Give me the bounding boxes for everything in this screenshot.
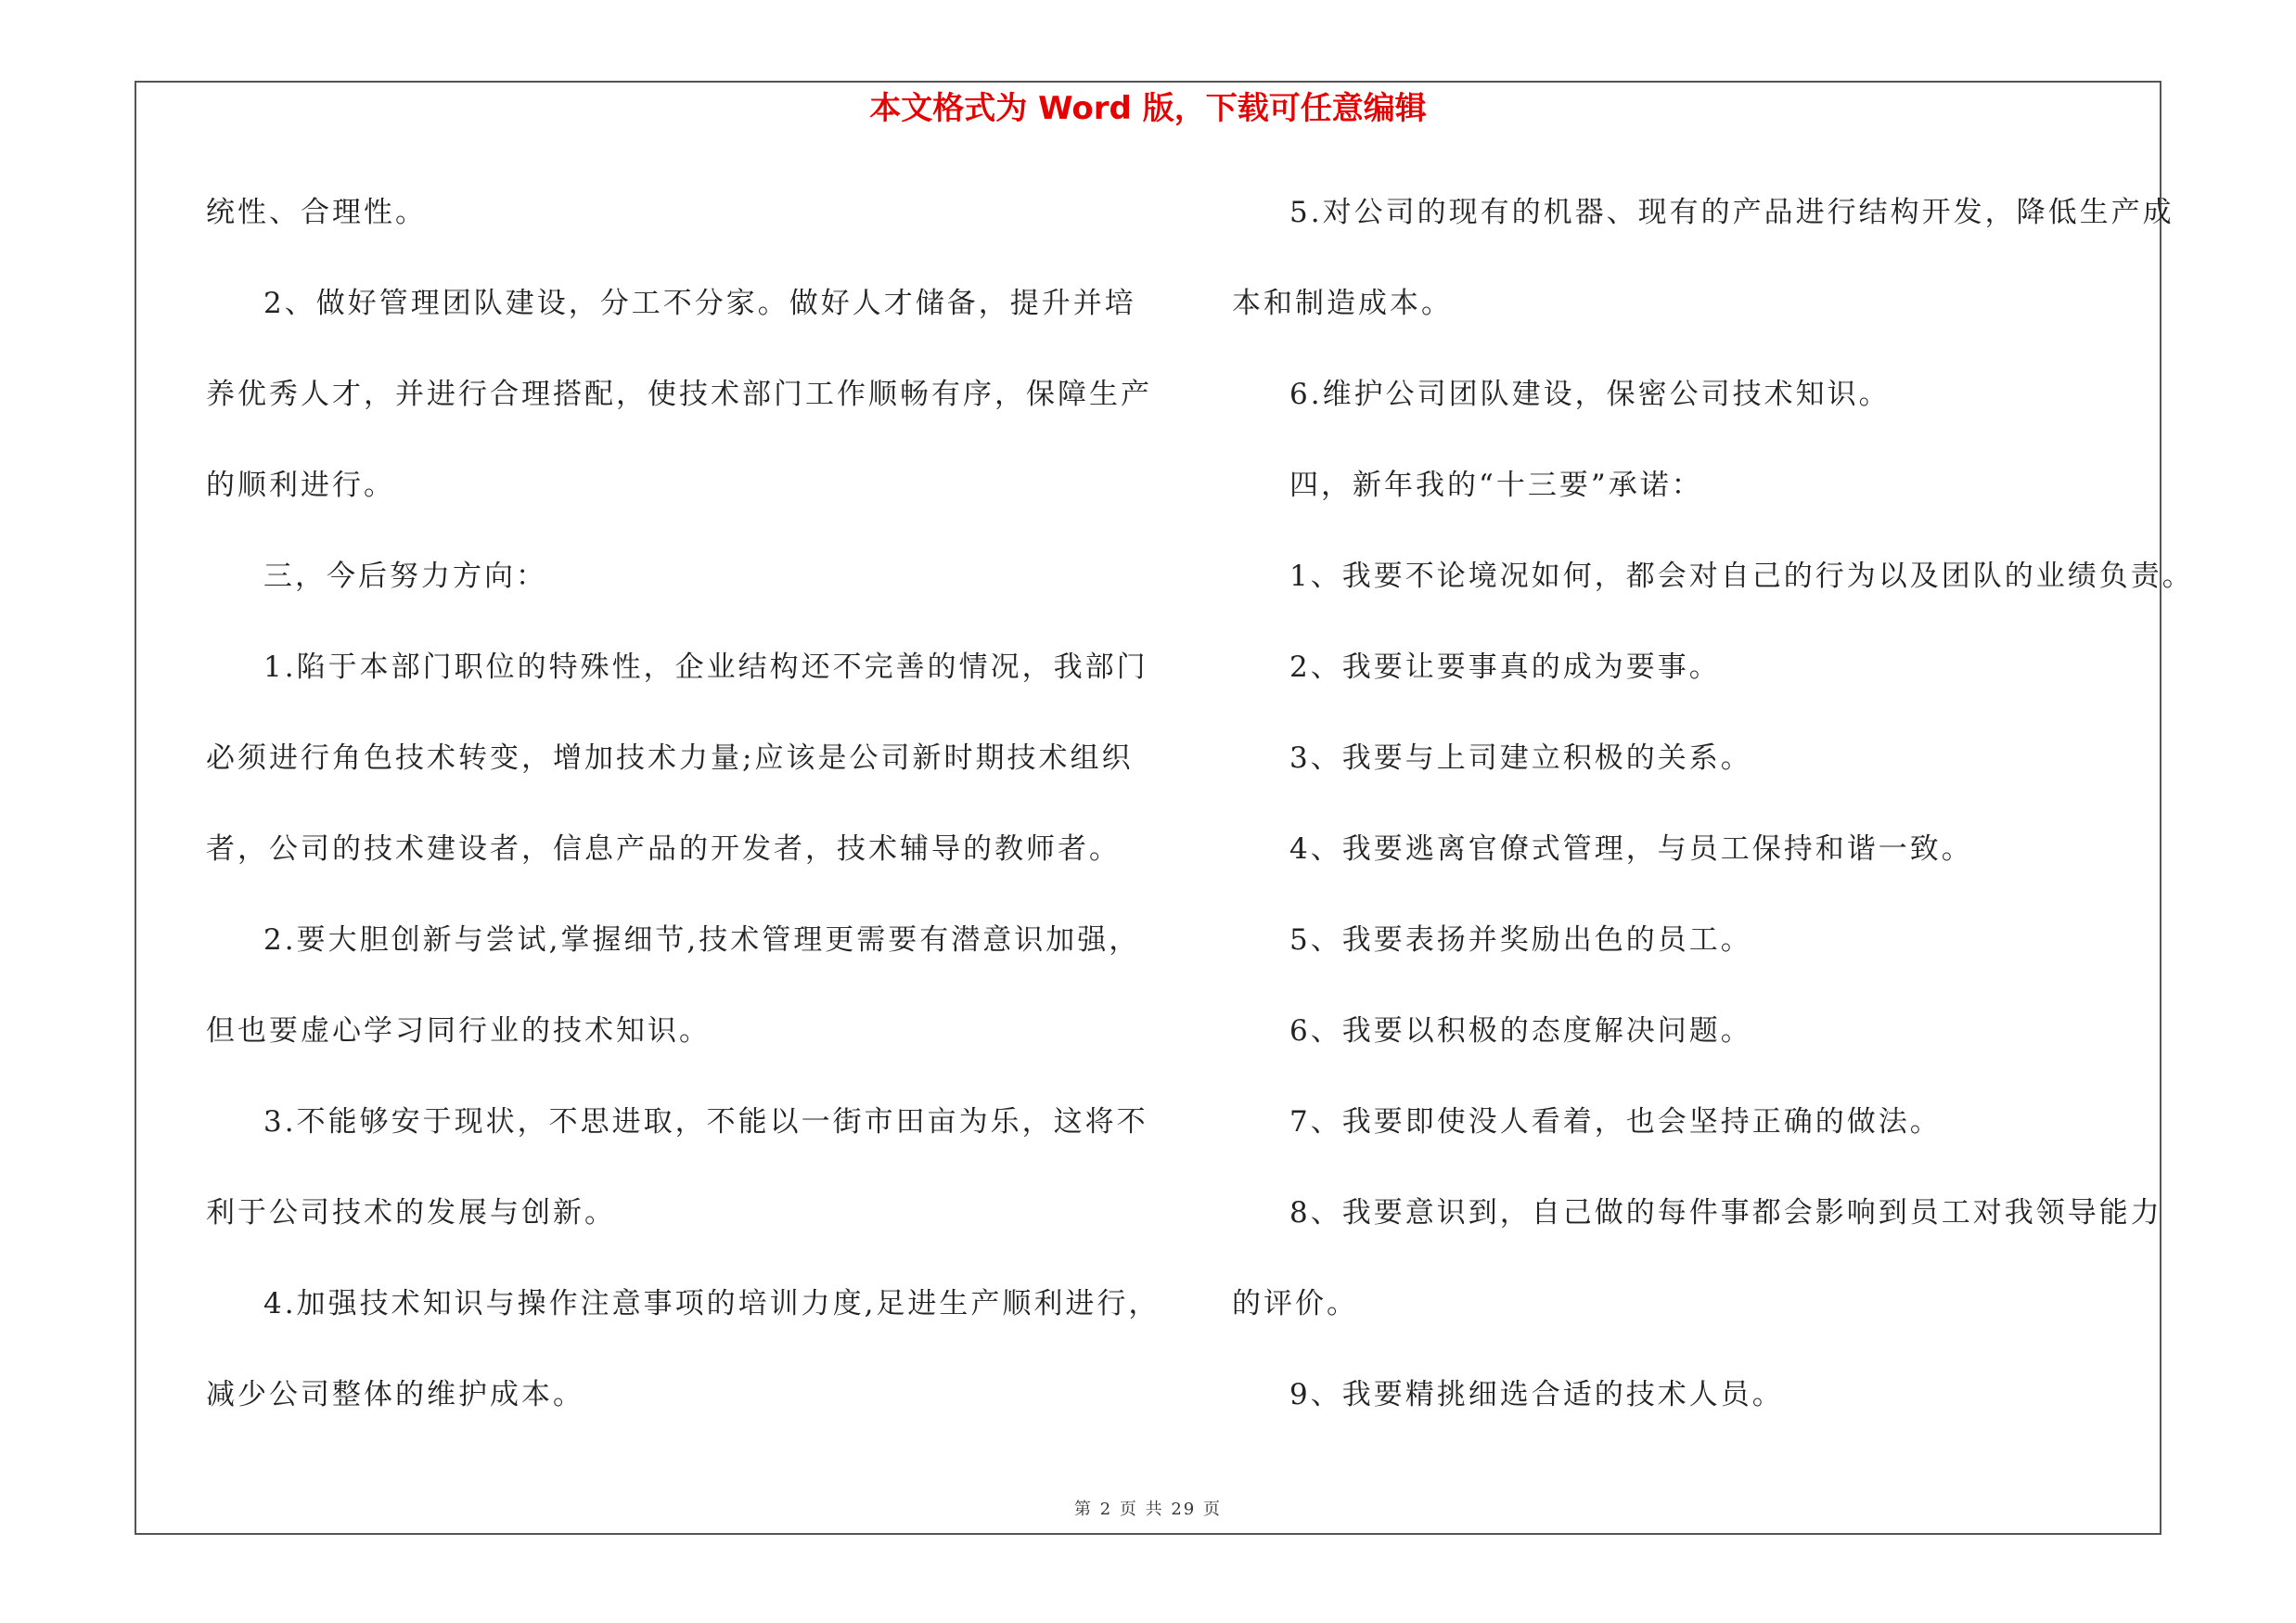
paragraph-line: 减少公司整体的维护成本。 (206, 1378, 584, 1411)
paragraph-line: 3.不能够安于现状，不思进取，不能以一街市田亩为乐，这将不 (263, 1105, 1148, 1139)
page-number-footer: 第 2 页 共 29 页 (1074, 1500, 1222, 1519)
paragraph-line: 5、我要表扬并奖励出色的员工。 (1289, 923, 1752, 957)
paragraph-line: 必须进行角色技术转变，增加技术力量;应该是公司新时期技术组织 (206, 741, 1134, 775)
paragraph-line: 6、我要以积极的态度解决问题。 (1289, 1014, 1752, 1048)
paragraph-line: 1.陷于本部门职位的特殊性，企业结构还不完善的情况，我部门 (263, 650, 1148, 684)
paragraph-line: 2、我要让要事真的成为要事。 (1289, 650, 1721, 684)
paragraph-line: 5.对公司的现有的机器、现有的产品进行结构开发，降低生产成 (1289, 196, 2174, 229)
paragraph-line: 的顺利进行。 (206, 469, 395, 502)
paragraph-line: 养优秀人才，并进行合理搭配，使技术部门工作顺畅有序，保障生产 (206, 378, 1152, 411)
paragraph-line: 三，今后努力方向： (263, 560, 547, 593)
paragraph-line: 本和制造成本。 (1232, 287, 1453, 320)
paragraph-line: 者，公司的技术建设者，信息产品的开发者，技术辅导的教师者。 (206, 832, 1121, 866)
paragraph-line: 但也要虚心学习同行业的技术知识。 (206, 1014, 711, 1048)
paragraph-line: 四，新年我的“十三要”承诺： (1289, 469, 1703, 502)
paragraph-line: 4、我要逃离官僚式管理，与员工保持和谐一致。 (1289, 832, 1973, 866)
paragraph-line: 9、我要精挑细选合适的技术人员。 (1289, 1378, 1784, 1411)
left-column (206, 184, 1171, 1457)
paragraph-line: 统性、合理性。 (206, 196, 427, 229)
right-column (1232, 184, 2197, 1457)
paragraph-line: 3、我要与上司建立积极的关系。 (1289, 741, 1752, 775)
paragraph-line: 利于公司技术的发展与创新。 (206, 1196, 616, 1230)
paragraph-line: 8、我要意识到，自己做的每件事都会影响到员工对我领导能力 (1289, 1196, 2162, 1230)
paragraph-line: 1、我要不论境况如何，都会对自己的行为以及团队的业绩负责。 (1289, 560, 2194, 593)
format-banner: 本文格式为 Word 版，下载可任意编辑 (869, 90, 1427, 127)
paragraph-line: 的评价。 (1232, 1287, 1358, 1320)
paragraph-line: 6.维护公司团队建设，保密公司技术知识。 (1289, 378, 1891, 411)
paragraph-line: 7、我要即使没人看着，也会坚持正确的做法。 (1289, 1105, 1942, 1139)
paragraph-line: 4.加强技术知识与操作注意事项的培训力度,足进生产顺利进行， (263, 1287, 1161, 1320)
paragraph-line: 2.要大胆创新与尝试,掌握细节,技术管理更需要有潜意识加强， (263, 923, 1141, 957)
paragraph-line: 2、做好管理团队建设，分工不分家。做好人才储备，提升并培 (263, 287, 1136, 320)
